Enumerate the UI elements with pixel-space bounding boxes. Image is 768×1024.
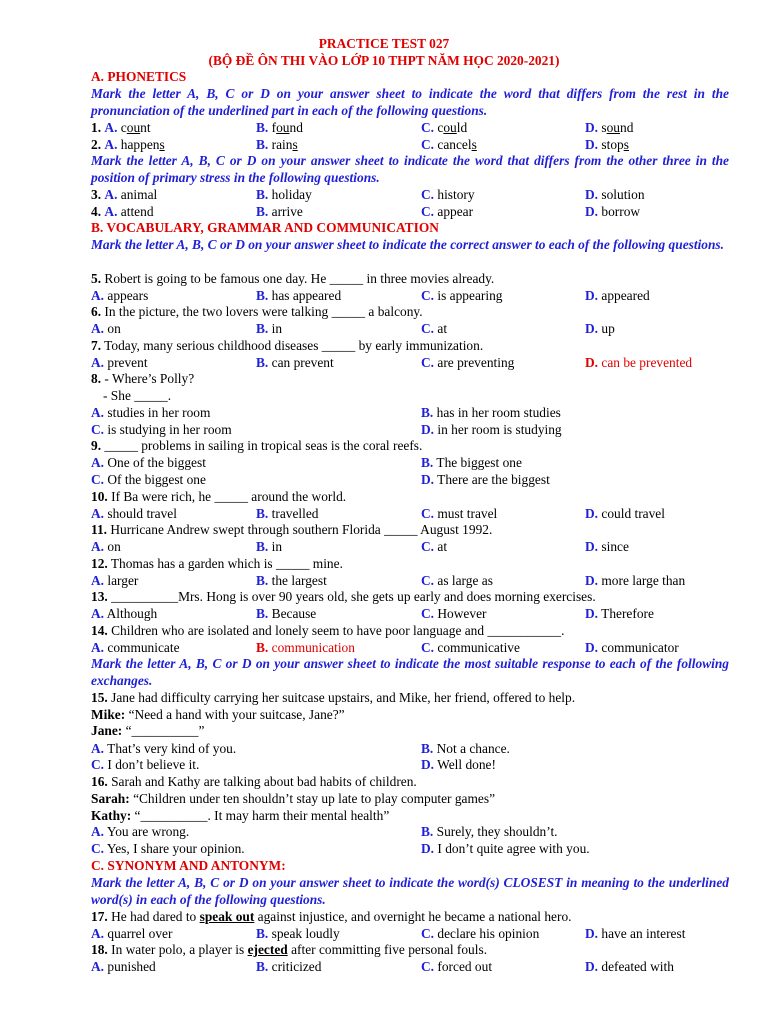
q6-option-a-letter[interactable]: A.	[91, 321, 105, 336]
q7-option-a-letter[interactable]: A.	[91, 355, 105, 370]
q6-option-d-letter[interactable]: D.	[585, 321, 599, 336]
q3-option-b-letter[interactable]: B.	[256, 187, 269, 202]
q9-options-cd	[91, 471, 731, 488]
q9-text: _____ problems in sailing in tropical seas is the coral reefs.	[104, 438, 423, 453]
q13-option-d-letter[interactable]: D.	[585, 606, 599, 621]
q9-option-a-letter[interactable]: A.	[91, 455, 105, 470]
q10-option-d[interactable]: could travel	[601, 506, 665, 521]
q16-option-b-letter[interactable]: B.	[421, 824, 434, 839]
q18-option-b-letter[interactable]: B.	[256, 959, 269, 974]
q11-stem	[91, 521, 731, 538]
q16-options-cd	[91, 840, 731, 857]
q4-option-d-letter[interactable]: D.	[585, 204, 599, 219]
q4-number: 4.	[91, 204, 102, 219]
q14-options	[91, 639, 731, 656]
q10-text: If Ba were rich, he _____ around the world.	[111, 489, 347, 504]
q18-option-a-letter[interactable]: A.	[91, 959, 105, 974]
q14-option-b-highlighted[interactable]: communication	[271, 640, 355, 655]
q9-stem	[91, 437, 731, 454]
q17-option-c[interactable]: declare his opinion	[437, 926, 540, 941]
q10-options	[91, 505, 731, 522]
q4-option-a[interactable]: attend	[120, 204, 154, 219]
q15-line-1: “Need a hand with your suitcase, Jane?”	[128, 707, 345, 722]
q6-option-b-letter[interactable]: B.	[256, 321, 269, 336]
q18-text-post: after committing five personal fouls.	[287, 942, 488, 957]
q1-option-a-letter[interactable]: A.	[104, 120, 118, 135]
q5-option-a[interactable]: appears	[107, 288, 149, 303]
q1-option-a[interactable]: count	[120, 120, 151, 135]
q14-option-a[interactable]: communicate	[107, 640, 180, 655]
q7-number: 7.	[91, 338, 102, 353]
q10-option-b-letter[interactable]: B.	[256, 506, 269, 521]
q15-option-a[interactable]: That’s very kind of you.	[107, 741, 237, 756]
q13-option-a[interactable]: Although	[106, 606, 158, 621]
q3-option-a-letter[interactable]: A.	[104, 187, 118, 202]
q7-option-b-letter[interactable]: B.	[256, 355, 269, 370]
q15-option-b-letter[interactable]: B.	[421, 741, 434, 756]
q8-stem	[91, 370, 731, 387]
q1-option-b[interactable]: found	[271, 120, 303, 135]
q8-stem-line-2: - She _____.	[103, 388, 172, 403]
q16-line-kathy	[91, 807, 731, 824]
q10-option-a-letter[interactable]: A.	[91, 506, 105, 521]
q15-number: 15.	[91, 690, 108, 705]
q10-option-d-letter[interactable]: D.	[585, 506, 599, 521]
q2-option-b-letter[interactable]: B.	[256, 137, 269, 152]
q16-option-a-letter[interactable]: A.	[91, 824, 105, 839]
q12-options	[91, 572, 731, 589]
q5-option-c[interactable]: is appearing	[437, 288, 503, 303]
q7-options	[91, 354, 731, 371]
q16-options-ab	[91, 823, 731, 840]
q12-option-b[interactable]: the largest	[271, 573, 327, 588]
q18-number: 18.	[91, 942, 108, 957]
q8-option-a-letter[interactable]: A.	[91, 405, 105, 420]
q17-options	[91, 925, 731, 942]
q2-option-a-letter[interactable]: A.	[104, 137, 118, 152]
q11-text: Hurricane Andrew swept through southern Florida _____ August 1992.	[110, 522, 493, 537]
q7-option-d-highlighted[interactable]: can be prevented	[601, 355, 693, 370]
q12-option-c-letter[interactable]: C.	[421, 573, 435, 588]
q6-option-c[interactable]: at	[437, 321, 448, 336]
q16-option-a[interactable]: You are wrong.	[106, 824, 190, 839]
q7-option-c[interactable]: are preventing	[437, 355, 515, 370]
q16-option-b[interactable]: Surely, they shouldn’t.	[436, 824, 558, 839]
q13-option-b-letter[interactable]: B.	[256, 606, 269, 621]
q15-option-c-letter[interactable]: C.	[91, 757, 105, 772]
q3-number: 3.	[91, 187, 102, 202]
q14-stem	[91, 622, 731, 639]
q6-option-c-letter[interactable]: C.	[421, 321, 435, 336]
q6-number: 6.	[91, 304, 102, 319]
q6-stem	[91, 303, 731, 320]
q3-option-d[interactable]: solution	[601, 187, 645, 202]
q15-speaker-2: Jane:	[91, 723, 123, 738]
q9-option-b-letter[interactable]: B.	[421, 455, 434, 470]
q15-line-mike	[91, 706, 731, 723]
q13-option-a-letter[interactable]: A.	[91, 606, 105, 621]
q18-option-b[interactable]: criticized	[271, 959, 322, 974]
q16-option-d[interactable]: I don’t quite agree with you.	[437, 841, 590, 856]
q14-number: 14.	[91, 623, 108, 638]
q6-option-d[interactable]: up	[601, 321, 615, 336]
q16-line-1: “Children under ten shouldn’t stay up late to play computer games”	[133, 791, 496, 806]
q9-option-c-letter[interactable]: C.	[91, 472, 105, 487]
q3-option-c-letter[interactable]: C.	[421, 187, 435, 202]
q17-option-d[interactable]: have an interest	[601, 926, 686, 941]
q13-text: __________Mrs. Hong is over 90 years old, she gets up early and does morning exercises.	[111, 589, 596, 604]
section-vocabulary: B. VOCABULARY, GRAMMAR AND COMMUNICATION	[91, 220, 439, 235]
q13-option-d[interactable]: Therefore	[601, 606, 654, 621]
q14-option-d-letter[interactable]: D.	[585, 640, 599, 655]
q7-text: Today, many serious childhood diseases _____ by early immunization.	[104, 338, 484, 353]
q2-option-d[interactable]: stops	[601, 137, 629, 152]
q2-option-c-letter[interactable]: C.	[421, 137, 435, 152]
q5-options	[91, 287, 731, 304]
q15-option-b[interactable]: Not a chance.	[436, 741, 510, 756]
q1-option-d-letter[interactable]: D.	[585, 120, 599, 135]
q11-option-b[interactable]: in	[271, 539, 283, 554]
q12-option-a[interactable]: larger	[107, 573, 139, 588]
q14-option-b-letter[interactable]: B.	[256, 640, 269, 655]
q18-option-d[interactable]: defeated with	[601, 959, 674, 974]
q9-number: 9.	[91, 438, 102, 453]
q10-option-a[interactable]: should travel	[107, 506, 177, 521]
q6-option-b[interactable]: in	[271, 321, 283, 336]
q9-option-d[interactable]: There are the biggest	[437, 472, 550, 487]
q16-line-sarah	[91, 790, 731, 807]
q7-option-d-letter[interactable]: D.	[585, 355, 599, 370]
q15-text: Jane had difficulty carrying her suitcase upstairs, and Mike, her friend, offered to help.	[111, 690, 576, 705]
q17-option-c-letter[interactable]: C.	[421, 926, 435, 941]
q18-options	[91, 958, 731, 975]
q12-option-b-letter[interactable]: B.	[256, 573, 269, 588]
q17-option-a[interactable]: quarrel over	[107, 926, 173, 941]
q9-option-c[interactable]: Of the biggest one	[107, 472, 206, 487]
q12-text: Thomas has a garden which is _____ mine.	[110, 556, 343, 571]
instruction-stress: Mark the letter A, B, C or D on your answer sheet to indicate the word that differs from the other three in the position of primary stress in the following questions.	[91, 153, 729, 185]
q10-option-b[interactable]: travelled	[271, 506, 319, 521]
q11-options	[91, 538, 731, 555]
q11-option-d[interactable]: since	[601, 539, 629, 554]
q5-stem	[91, 270, 731, 287]
q16-number: 16.	[91, 774, 108, 789]
q14-option-c-letter[interactable]: C.	[421, 640, 435, 655]
q12-number: 12.	[91, 556, 108, 571]
q16-option-d-letter[interactable]: D.	[421, 841, 435, 856]
q1-option-c[interactable]: could	[437, 120, 468, 135]
q17-option-b-letter[interactable]: B.	[256, 926, 269, 941]
q8-option-a[interactable]: studies in her room	[107, 405, 211, 420]
q18-key-word: ejected	[247, 942, 288, 957]
q11-option-a[interactable]: on	[107, 539, 121, 554]
q11-option-c-letter[interactable]: C.	[421, 539, 435, 554]
q18-option-c[interactable]: forced out	[437, 959, 493, 974]
q8-options-cd	[91, 421, 731, 438]
q16-text: Sarah and Kathy are talking about bad habits of children.	[111, 774, 417, 789]
question-2	[91, 136, 731, 153]
q2-option-a[interactable]: happens	[120, 137, 165, 152]
q7-option-b[interactable]: can prevent	[271, 355, 334, 370]
q15-options-ab	[91, 740, 731, 757]
q17-option-b[interactable]: speak loudly	[271, 926, 340, 941]
q8-option-c-letter[interactable]: C.	[91, 422, 105, 437]
q13-option-c[interactable]: However	[437, 606, 487, 621]
q4-option-c[interactable]: appear	[437, 204, 474, 219]
q2-option-d-letter[interactable]: D.	[585, 137, 599, 152]
q5-option-a-letter[interactable]: A.	[91, 288, 105, 303]
q17-stem	[91, 908, 731, 925]
q15-line-jane	[91, 722, 731, 739]
test-title: PRACTICE TEST 027	[318, 36, 450, 51]
instruction-correct-answer: Mark the letter A, B, C or D on your answer sheet to indicate the correct answer to each of the following questions.	[91, 237, 724, 252]
question-3	[91, 186, 731, 203]
q16-speaker-2: Kathy:	[91, 808, 132, 823]
q3-option-b[interactable]: holiday	[271, 187, 312, 202]
q9-option-d-letter[interactable]: D.	[421, 472, 435, 487]
q15-option-d-letter[interactable]: D.	[421, 757, 435, 772]
q5-option-b[interactable]: has appeared	[271, 288, 342, 303]
q3-option-d-letter[interactable]: D.	[585, 187, 599, 202]
q5-number: 5.	[91, 271, 102, 286]
q12-option-a-letter[interactable]: A.	[91, 573, 105, 588]
q9-options-ab	[91, 454, 731, 471]
q14-option-c[interactable]: communicative	[437, 640, 520, 655]
q1-number: 1.	[91, 120, 102, 135]
instruction-response: Mark the letter A, B, C or D on your answer sheet to indicate the most suitable response to each of the following exchanges.	[91, 656, 729, 688]
q16-line-2: “__________. It may harm their mental health”	[134, 808, 390, 823]
q5-option-c-letter[interactable]: C.	[421, 288, 435, 303]
q2-number: 2.	[91, 137, 102, 152]
q14-text: Children who are isolated and lonely seem to have poor language and ___________.	[111, 623, 565, 638]
question-1	[91, 119, 731, 136]
q7-option-a[interactable]: prevent	[107, 355, 148, 370]
q12-option-c[interactable]: as large as	[437, 573, 493, 588]
q18-option-c-letter[interactable]: C.	[421, 959, 435, 974]
q11-option-c[interactable]: at	[437, 539, 448, 554]
q2-option-c[interactable]: cancels	[437, 137, 477, 152]
q11-number: 11.	[91, 522, 107, 537]
q13-option-b[interactable]: Because	[271, 606, 317, 621]
q18-text-pre: In water polo, a player is	[111, 942, 248, 957]
q10-number: 10.	[91, 489, 108, 504]
q5-option-d-letter[interactable]: D.	[585, 288, 599, 303]
q9-option-b[interactable]: The biggest one	[436, 455, 522, 470]
q5-option-b-letter[interactable]: B.	[256, 288, 269, 303]
q12-option-d[interactable]: more large than	[601, 573, 686, 588]
section-phonetics: A. PHONETICS	[91, 69, 187, 84]
q1-option-d[interactable]: sound	[601, 120, 634, 135]
q4-option-a-letter[interactable]: A.	[104, 204, 118, 219]
q11-option-d-letter[interactable]: D.	[585, 539, 599, 554]
q5-option-d[interactable]: appeared	[601, 288, 650, 303]
q6-option-a[interactable]: on	[107, 321, 121, 336]
q14-option-d[interactable]: communicator	[601, 640, 679, 655]
q17-text-post: against injustice, and overnight he became a national hero.	[254, 909, 572, 924]
q7-stem	[91, 337, 731, 354]
q17-option-d-letter[interactable]: D.	[585, 926, 599, 941]
q12-option-d-letter[interactable]: D.	[585, 573, 599, 588]
q4-option-b[interactable]: arrive	[271, 204, 303, 219]
q10-option-c[interactable]: must travel	[437, 506, 498, 521]
q8-options-ab	[91, 404, 731, 421]
q12-stem	[91, 555, 731, 572]
q13-option-c-letter[interactable]: C.	[421, 606, 435, 621]
q15-speaker-1: Mike:	[91, 707, 126, 722]
instruction-pronunciation: Mark the letter A, B, C or D on your answer sheet to indicate the word that differs from the rest in the pronunciation of the underlined part in each of the following questions.	[91, 86, 729, 118]
test-subtitle: (BỘ ĐỀ ÔN THI VÀO LỚP 10 THPT NĂM HỌC 2020-2021)	[208, 53, 560, 68]
q4-option-c-letter[interactable]: C.	[421, 204, 435, 219]
q1-option-b-letter[interactable]: B.	[256, 120, 269, 135]
q1-option-c-letter[interactable]: C.	[421, 120, 435, 135]
q8-option-b-letter[interactable]: B.	[421, 405, 434, 420]
q9-option-a[interactable]: One of the biggest	[107, 455, 206, 470]
q5-text: Robert is going to be famous one day. He _____ in three movies already.	[104, 271, 495, 286]
q15-option-a-letter[interactable]: A.	[91, 741, 105, 756]
q6-text: In the picture, the two lovers were talking _____ a balcony.	[104, 304, 423, 319]
q4-option-b-letter[interactable]: B.	[256, 204, 269, 219]
q17-text-pre: He had dared to	[111, 909, 200, 924]
q11-option-a-letter[interactable]: A.	[91, 539, 105, 554]
q17-key-phrase: speak out	[199, 909, 255, 924]
q3-option-c[interactable]: history	[437, 187, 475, 202]
q8-option-d-letter[interactable]: D.	[421, 422, 435, 437]
section-synonym-antonym: C. SYNONYM AND ANTONYM:	[91, 858, 286, 873]
q17-option-a-letter[interactable]: A.	[91, 926, 105, 941]
q18-option-d-letter[interactable]: D.	[585, 959, 599, 974]
q3-option-a[interactable]: animal	[120, 187, 158, 202]
q14-option-a-letter[interactable]: A.	[91, 640, 105, 655]
q10-option-c-letter[interactable]: C.	[421, 506, 435, 521]
q15-option-c[interactable]: I don’t believe it.	[107, 757, 200, 772]
q17-number: 17.	[91, 909, 108, 924]
q13-options	[91, 605, 731, 622]
q15-line-2: “__________”	[125, 723, 205, 738]
q10-stem	[91, 488, 731, 505]
q2-option-b[interactable]: rains	[271, 137, 298, 152]
instruction-closest: Mark the letter A, B, C or D on your answer sheet to indicate the word(s) CLOSEST in meaning to the underlined word(s) in each of the following questions.	[91, 875, 729, 907]
q7-option-c-letter[interactable]: C.	[421, 355, 435, 370]
q15-stem	[91, 689, 731, 706]
q18-option-a[interactable]: punished	[107, 959, 156, 974]
q16-stem	[91, 773, 731, 790]
q15-option-d[interactable]: Well done!	[437, 757, 496, 772]
q6-options	[91, 320, 731, 337]
q16-option-c-letter[interactable]: C.	[91, 841, 105, 856]
q16-speaker-1: Sarah:	[91, 791, 130, 806]
q16-option-c[interactable]: Yes, I share your opinion.	[106, 841, 245, 856]
q13-stem	[91, 588, 731, 605]
q8-text: - Where’s Polly?	[104, 371, 195, 386]
q15-options-cd	[91, 756, 731, 773]
q18-stem	[91, 941, 731, 958]
q8-option-d[interactable]: in her room is studying	[437, 422, 562, 437]
q8-option-c[interactable]: is studying in her room	[107, 422, 232, 437]
q13-number: 13.	[91, 589, 108, 604]
q8-option-b[interactable]: has in her room studies	[436, 405, 561, 420]
question-4	[91, 203, 731, 220]
q8-number: 8.	[91, 371, 102, 386]
q4-option-d[interactable]: borrow	[601, 204, 641, 219]
q11-option-b-letter[interactable]: B.	[256, 539, 269, 554]
